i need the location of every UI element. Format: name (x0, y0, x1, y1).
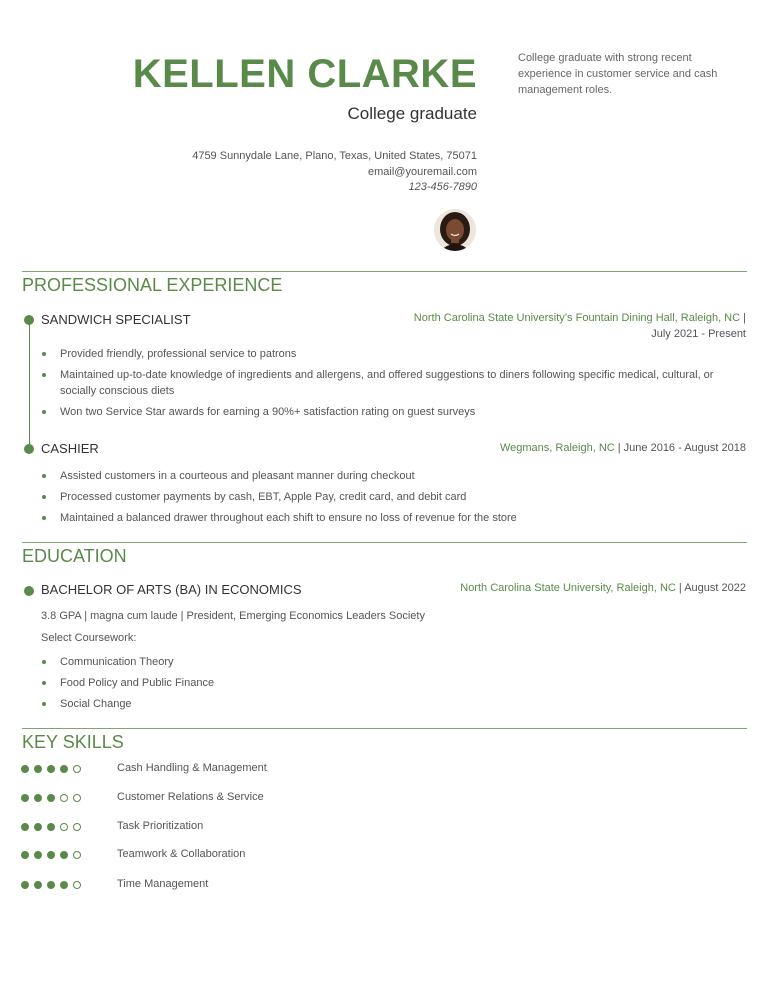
coursework-label: Select Coursework: (41, 632, 137, 644)
school-name: North Carolina State University, Raleigh, NC (460, 582, 676, 594)
rating-dot-empty-icon (73, 794, 81, 802)
experience-section-title: PROFESSIONAL EXPERIENCE (22, 275, 283, 295)
rating-dot-filled-icon (21, 765, 29, 773)
skill-rating (21, 851, 86, 869)
phone-text: 123-456-7890 (408, 181, 477, 193)
job-organization: Wegmans, Raleigh, NC (499, 442, 615, 454)
job-dates: July 2021 - Present (651, 328, 746, 340)
list-item: Food Policy and Public Finance (41, 675, 746, 691)
list-item: Communication Theory (41, 654, 746, 670)
skill-rating (21, 823, 86, 841)
section-divider (22, 728, 747, 729)
rating-dot-filled-icon (47, 823, 55, 831)
summary-text: College graduate with strong recent experience in customer service and cash management roles. (518, 52, 718, 96)
rating-dot-empty-icon (73, 851, 81, 859)
skill-name: Time Management (117, 878, 209, 890)
skill-rating (21, 794, 86, 812)
rating-dot-filled-icon (34, 881, 42, 889)
rating-dot-filled-icon (47, 794, 55, 802)
job-dates: | June 2016 - August 2018 (614, 442, 746, 454)
job-title: SANDWICH SPECIALIST (41, 312, 191, 327)
rating-dot-filled-icon (60, 851, 68, 859)
timeline-dot-icon (24, 586, 34, 596)
rating-dot-filled-icon (34, 765, 42, 773)
rating-dot-empty-icon (73, 765, 81, 773)
skills-section-title: KEY SKILLS (22, 732, 124, 752)
rating-dot-empty-icon (73, 881, 81, 889)
rating-dot-filled-icon (47, 765, 55, 773)
rating-dot-filled-icon (21, 823, 29, 831)
skill-name: Task Prioritization (117, 820, 204, 832)
job-bullets (41, 346, 746, 420)
rating-dot-filled-icon (21, 851, 29, 859)
section-divider (22, 271, 747, 272)
address-text: 4759 Sunnydale Lane, Plano, Texas, United States, 75071 (192, 150, 477, 162)
list-item: Maintained a balanced drawer throughout each shift to ensure no loss of revenue for the store (41, 510, 746, 526)
list-item: Maintained up-to-date knowledge of ingredients and allergens, and offered suggestions to diners following specific medical, cultural, or socially conscious diets (41, 367, 746, 399)
list-item: Processed customer payments by cash, EBT, Apple Pay, credit card, and debit card (41, 489, 746, 505)
job-meta (414, 310, 746, 342)
coursework-list (41, 654, 746, 712)
rating-dot-filled-icon (60, 765, 68, 773)
education-meta (460, 580, 746, 596)
timeline-dot-icon (24, 315, 34, 325)
rating-dot-empty-icon (60, 823, 68, 831)
job-meta-separator: | (740, 312, 746, 324)
skill-rating (21, 765, 86, 783)
list-item: Social Change (41, 696, 746, 712)
rating-dot-filled-icon (34, 851, 42, 859)
timeline-dot-icon (24, 444, 34, 454)
job-organization: North Carolina State University’s Fountain Dining Hall, Raleigh, NC (413, 312, 741, 324)
candidate-subtitle: College graduate (347, 104, 477, 123)
rating-dot-filled-icon (34, 823, 42, 831)
list-item: Won two Service Star awards for earning a 90%+ satisfaction rating on guest surveys (41, 404, 746, 420)
rating-dot-filled-icon (21, 881, 29, 889)
profile-photo-icon (434, 209, 476, 251)
job-title: CASHIER (41, 441, 99, 456)
rating-dot-filled-icon (21, 794, 29, 802)
education-details: 3.8 GPA | magna cum laude | President, Emerging Economics Leaders Society (41, 610, 425, 622)
list-item: Provided friendly, professional service to patrons (41, 346, 746, 362)
skill-name: Customer Relations & Service (117, 791, 264, 803)
avatar (434, 209, 476, 251)
degree-title: BACHELOR OF ARTS (BA) IN ECONOMICS (41, 582, 302, 597)
section-divider (22, 542, 747, 543)
contact-block (192, 149, 477, 196)
rating-dot-filled-icon (60, 881, 68, 889)
job-meta (500, 440, 746, 456)
education-section-title: EDUCATION (22, 546, 127, 566)
candidate-name: KELLEN CLARKE (132, 52, 477, 96)
rating-dot-filled-icon (47, 881, 55, 889)
skill-rating (21, 881, 86, 899)
email-text: email@youremail.com (368, 165, 477, 178)
rating-dot-empty-icon (60, 794, 68, 802)
skill-name: Cash Handling & Management (117, 762, 267, 774)
skill-name: Teamwork & Collaboration (117, 848, 246, 860)
experience-timeline (29, 320, 30, 450)
list-item: Assisted customers in a courteous and pleasant manner during checkout (41, 468, 746, 484)
rating-dot-filled-icon (34, 794, 42, 802)
rating-dot-filled-icon (47, 851, 55, 859)
graduation-date: | August 2022 (675, 582, 746, 594)
rating-dot-empty-icon (73, 823, 81, 831)
job-bullets (41, 468, 746, 526)
